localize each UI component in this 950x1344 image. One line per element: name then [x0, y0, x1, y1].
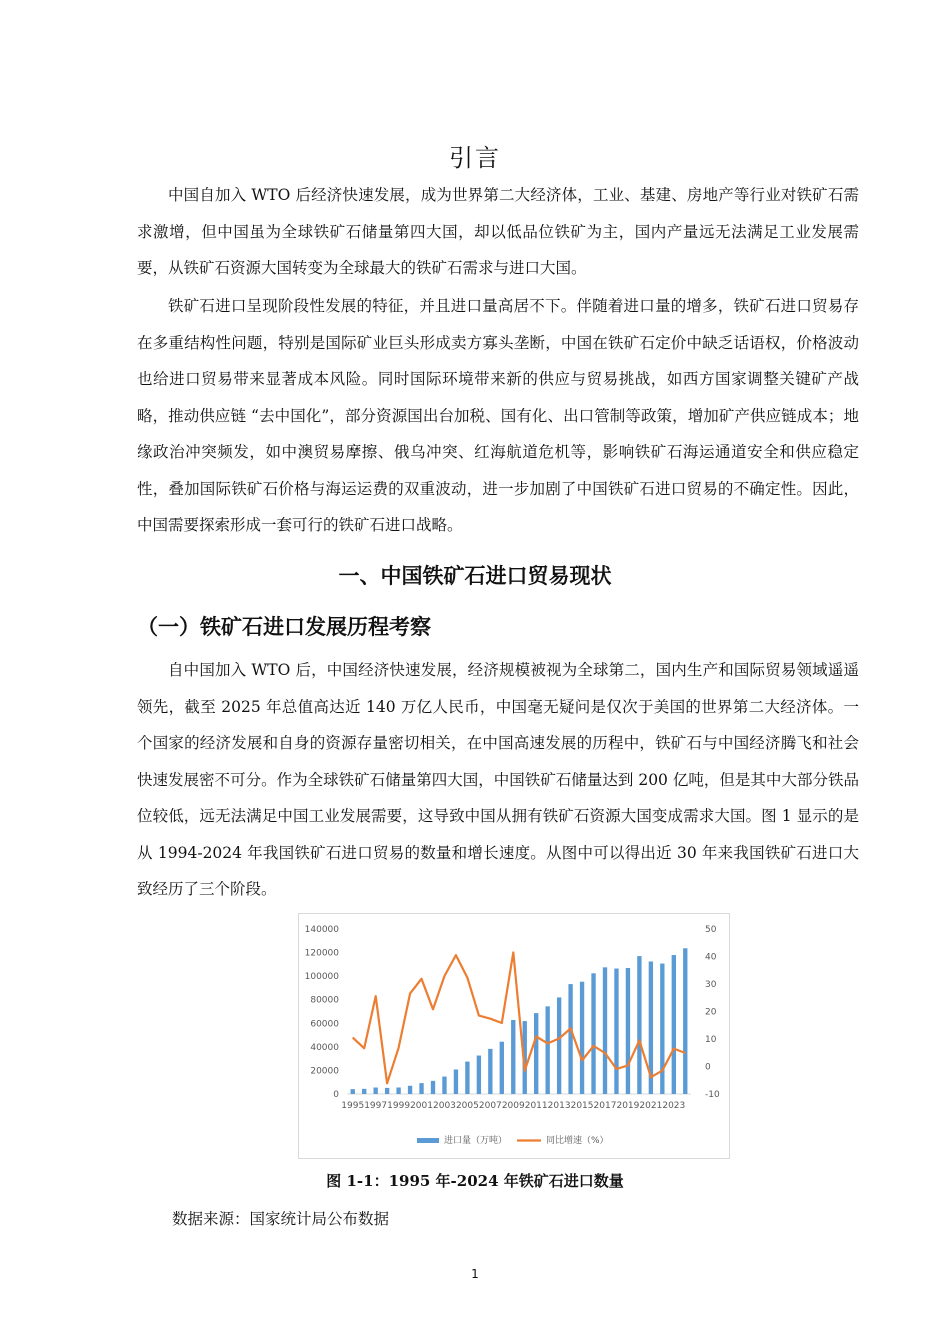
body-paragraph: 自中国加入 WTO 后，中国经济快速发展，经济规模被视为全球第二，国内生产和国际贸易领域遥遥领先，截至 2025 年总值高达近 140 万亿人民币，中国毫无疑问是仅次于美国的世界第二大经济体。一个国家的经济发展和自身的资源存量密切相关，在中国高速发展的历程中，铁矿石与中国经济腾飞和社会快速发展密不可分。作为全球铁矿石储量第四大国，中国铁矿石储量达到 200 亿吨，但是其中大部分铁品位较低，远无法满足中国工业发展需要，这导致中国从拥有铁矿石资源大国变成需求大国。图 1 显示的是从 1994-2024 年我国铁矿石进口贸易的数量和增长速度。从图中可以得出近 30 年来我国铁矿石进口大致经历了三个阶段。 [137, 661, 859, 898]
right-axis-tick-label: 20 [705, 1007, 717, 1018]
import-volume-bar [626, 968, 630, 1094]
import-volume-bar [614, 969, 618, 1094]
import-volume-bar [603, 967, 607, 1094]
right-axis-tick-label: -10 [705, 1090, 720, 1100]
legend-label-growth: 同比增速（%） [546, 1136, 609, 1146]
subsection-heading: （一）铁矿石进口发展历程考察 [137, 615, 431, 639]
left-axis-tick-label: 100000 [304, 972, 339, 983]
x-axis-tick-label: 2021 [639, 1101, 663, 1111]
left-axis-tick-label: 0 [333, 1090, 339, 1100]
left-axis-tick-label: 140000 [304, 925, 339, 935]
growth-rate-line [353, 952, 686, 1083]
right-axis-tick-label: 40 [705, 952, 717, 963]
import-volume-bar [500, 1042, 504, 1094]
import-volume-bar [488, 1049, 492, 1094]
x-axis-tick-label: 2013 [547, 1101, 571, 1111]
page-title: 引言 [449, 144, 501, 172]
import-volume-bar [672, 955, 676, 1094]
import-volume-bar [683, 948, 687, 1094]
import-volume-bar [408, 1086, 412, 1094]
import-volume-bar [660, 964, 664, 1094]
right-axis-tick-label: 0 [705, 1062, 711, 1073]
import-volume-bar [454, 1069, 458, 1094]
x-axis-tick-label: 1995 [341, 1101, 365, 1111]
iron-ore-import-chart [298, 913, 730, 1159]
x-axis-tick-label: 2017 [593, 1101, 617, 1111]
x-axis-tick-label: 2011 [524, 1101, 548, 1111]
import-volume-bar [591, 973, 595, 1094]
x-axis-tick-label: 2007 [478, 1101, 502, 1111]
import-volume-bar [465, 1062, 469, 1094]
intro-paragraph-2: 铁矿石进口呈现阶段性发展的特征，并且进口量高居不下。伴随着进口量的增多，铁矿石进口贸易存在多重结构性问题，特别是国际矿业巨头形成卖方寡头垄断，中国在铁矿石定价中缺乏话语权，价格波动也给进口贸易带来显著成本风险。同时国际环境带来新的供应与贸易挑战，如西方国家调整关键矿产战略，推动供应链 “去中国化”，部分资源国出台加税、国有化、出口管制等政策，增加矿产供应链成本；地缘政治冲突频发，如中澳贸易摩擦、俄乌冲突、红海航道危机等，影响铁矿石海运通道安全和供应稳定性，叠加国际铁矿石价格与海运运费的双重波动，进一步加剧了中国铁矿石进口贸易的不确定性。因此，中国需要探索形成一套可行的铁矿石进口战略。 [137, 297, 859, 534]
figure-caption: 图 1-1：1995 年-2024 年铁矿石进口数量 [326, 1172, 624, 1190]
left-axis-tick-label: 80000 [310, 995, 339, 1006]
legend-label-import: 进口量（万吨） [444, 1136, 508, 1146]
legend-swatch-bar [417, 1138, 439, 1143]
x-axis-tick-label: 2015 [570, 1101, 594, 1111]
intro-paragraph-1: 中国自加入 WTO 后经济快速发展，成为世界第二大经济体，工业、基建、房地产等行业对铁矿石需求激增，但中国虽为全球铁矿石储量第四大国，却以低品位铁矿为主，国内产量远无法满足工业发展需要，从铁矿石资源大国转变为全球最大的铁矿石需求与进口大国。 [137, 186, 859, 277]
left-axis-tick-label: 120000 [304, 948, 339, 959]
import-volume-bar [545, 1006, 549, 1094]
data-source-note: 数据来源：国家统计局公布数据 [172, 1210, 390, 1228]
x-axis-tick-label: 1997 [364, 1101, 388, 1111]
import-volume-bar [511, 1020, 515, 1094]
left-axis-tick-label: 60000 [310, 1019, 339, 1030]
x-axis-tick-label: 2023 [662, 1101, 686, 1111]
import-volume-bar [534, 1013, 538, 1094]
import-volume-bar [442, 1077, 446, 1094]
x-axis-tick-label: 1999 [387, 1101, 411, 1111]
import-volume-bar [568, 984, 572, 1094]
left-axis-tick-label: 20000 [310, 1066, 339, 1077]
import-volume-bar [373, 1088, 377, 1094]
import-volume-bar [580, 982, 584, 1094]
x-axis-tick-label: 2009 [501, 1101, 525, 1111]
x-axis-tick-label: 2019 [616, 1101, 640, 1111]
right-axis-tick-label: 30 [705, 980, 717, 990]
page-number: 1 [471, 1267, 479, 1281]
import-volume-bar [431, 1081, 435, 1094]
import-volume-bar [557, 997, 561, 1094]
import-volume-bar [637, 956, 641, 1094]
right-axis-tick-label: 50 [705, 925, 717, 935]
import-volume-bar [396, 1087, 400, 1094]
chart-canvas [299, 914, 729, 1158]
import-volume-bar [351, 1089, 355, 1094]
import-volume-bar [477, 1056, 481, 1094]
x-axis-tick-label: 2001 [410, 1101, 433, 1111]
x-axis-tick-label: 2003 [433, 1101, 456, 1111]
x-axis-tick-label: 2005 [455, 1101, 479, 1111]
import-volume-bar [419, 1083, 423, 1094]
section-heading: 一、中国铁矿石进口贸易现状 [338, 564, 612, 588]
import-volume-bar [385, 1088, 389, 1094]
import-volume-bar [362, 1089, 366, 1094]
left-axis-tick-label: 40000 [310, 1042, 339, 1053]
right-axis-tick-label: 10 [705, 1035, 717, 1045]
